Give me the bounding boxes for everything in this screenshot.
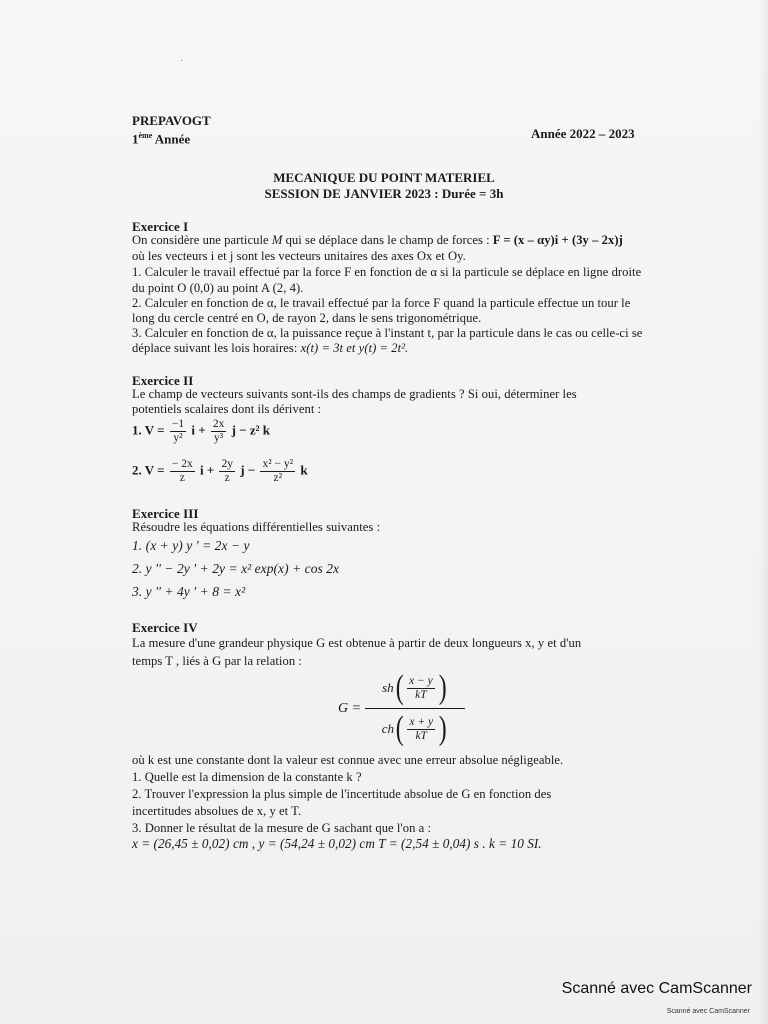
ex1-force-field: F = (x – αy)i + (3y – 2x)j [492, 233, 623, 247]
relation-main-bar [365, 708, 465, 709]
exercise-4-line-2: temps T , liés à G par la relation : [132, 654, 302, 668]
f2-frac-3 [260, 458, 295, 485]
exercise-1-line-3: 1. Calculer le travail effectué par la force F en fonction de α si la particule se déplace en ligne droite [132, 265, 642, 279]
exam-session: SESSION DE JANVIER 2023 : Durée = 3h [264, 186, 504, 201]
exercise-1-line-7: 3. Calculer en fonction de α, la puissance reçue à l'instant t, par la particule dans le cas ou celle-ci se [132, 326, 643, 340]
ex1-text-a: On considère une particule [132, 233, 272, 247]
ex3-equation-1: 1. (x + y) y ' = 2x − y [132, 538, 250, 553]
academic-year: Année 2022 – 2023 [531, 126, 635, 141]
f1-mid: i + [191, 422, 209, 438]
exercise-1-title: Exercice I [132, 219, 189, 234]
exercise-4-q3: 3. Donner le résultat de la mesure de G sachant que l'on a : [132, 821, 432, 835]
exercise-4-q2-cont: incertitudes absolues de x, y et T. [132, 804, 302, 818]
exercise-1-line-2: où les vecteurs i et j sont les vecteurs unitaires des axes Ox et Oy. [132, 249, 466, 263]
f2-num-1: − 2x [171, 458, 193, 470]
exercise-3-line-1: Résoudre les équations différentielles suivantes : [132, 520, 381, 534]
camscanner-watermark: Scanné avec CamScanner [561, 980, 752, 997]
year-level-num: 1 [132, 131, 139, 147]
f2-num-3: x² − y² [262, 458, 294, 470]
ch-arg-frac [407, 716, 435, 743]
relation-G: G = [338, 700, 362, 716]
scan-shadow [758, 0, 768, 1024]
paren-close-1: ) [438, 669, 447, 706]
f1-frac-2 [211, 418, 227, 445]
sh-arg-den: kT [415, 688, 427, 701]
ex1-l8-text: déplace suivant les lois horaires: [132, 341, 301, 355]
f1-tail: j − z² k [231, 422, 270, 438]
f2-frac-1 [170, 458, 195, 485]
sh-arg-frac [407, 675, 435, 702]
exercise-1-line-4: du point O (0,0) au point A (2, 4). [132, 281, 304, 295]
f2-frac-2 [219, 458, 235, 485]
f2-den-2: z [224, 472, 230, 484]
exercise-1-line-1 [132, 233, 623, 248]
ex1-l8-laws: x(t) = 3t et y(t) = 2t². [300, 341, 409, 355]
f2-prefix: 2. V = [132, 462, 168, 478]
ex3-equation-2: 2. y '' − 2y ' + 2y = x² exp(x) + cos 2x [132, 561, 340, 576]
f2-den-3: z² [273, 472, 283, 484]
sh-label: sh [382, 680, 394, 695]
relation-numerator [382, 670, 448, 706]
exercise-3-title: Exercice III [132, 506, 199, 521]
ex4-relation [338, 670, 465, 747]
exercise-1-line-6: long du cercle centré en O, de rayon 2, dans le sens trigonométrique. [132, 311, 482, 325]
f2-den-1: z [179, 472, 185, 484]
f2-mid: i + [199, 462, 218, 478]
exam-title: MECANIQUE DU POINT MATERIEL [273, 170, 495, 185]
header-left [132, 113, 211, 146]
f2-num-2: 2y [221, 458, 233, 470]
year-level [132, 128, 211, 146]
ex2-formula-1 [132, 418, 270, 445]
relation-denominator [382, 711, 449, 747]
ex3-equation-3: 3. y '' + 4y ' + 8 = x² [132, 584, 246, 599]
f1-den-1: y² [173, 432, 183, 444]
exercise-4-q1: 1. Quelle est la dimension de la constante k ? [132, 770, 362, 784]
relation-fraction [365, 670, 465, 747]
ch-arg-den: kT [415, 729, 427, 742]
ch-arg-num: x + y [409, 715, 434, 728]
exercise-4-line-3: où k est une constante dont la valeur est connue avec une erreur absolue négligeable. [132, 753, 564, 767]
year-level-word: Année [152, 131, 191, 147]
exercise-4-title: Exercice IV [132, 620, 198, 635]
ex1-particle: M [271, 233, 283, 247]
f1-den-2: y³ [214, 432, 224, 444]
ex2-formula-2 [132, 458, 308, 485]
scan-speck: · [180, 56, 184, 67]
f2-mid2: j − [240, 462, 259, 478]
year-level-sup: ème [138, 131, 153, 140]
paren-open-2: ( [395, 710, 404, 747]
f1-num-1: −1 [171, 418, 185, 430]
exercise-2-line-2: potentiels scalaires dont ils dérivent : [132, 402, 322, 416]
f1-prefix: 1. V = [132, 422, 168, 438]
exercise-2-line-1: Le champ de vecteurs suivants sont-ils des champs de gradients ? Si oui, déterminer les [132, 387, 577, 401]
paren-close-2: ) [438, 710, 447, 747]
ch-label: ch [381, 721, 395, 736]
exercise-4-line-1: La mesure d'une grandeur physique G est obtenue à partir de deux longueurs x, y et d'un [132, 636, 582, 650]
school-name: PREPAVOGT [132, 113, 211, 128]
f2-tail: k [300, 462, 308, 478]
exercise-1-line-5: 2. Calculer en fonction de α, le travail effectué par la force F quand la particule effectue un tour le [132, 296, 631, 310]
ex1-text-c: qui se déplace dans le champ de forces : [282, 233, 493, 247]
camscanner-watermark-small: Scanné avec CamScanner [666, 1008, 750, 1015]
exercise-4-q2: 2. Trouver l'expression la plus simple de l'incertitude absolue de G en fonction des [132, 787, 552, 801]
exercise-4-data: x = (26,45 ± 0,02) cm , y = (54,24 ± 0,02) cm T = (2,54 ± 0,04) s . k = 10 SI. [132, 836, 542, 851]
exercise-2-title: Exercice II [132, 373, 194, 388]
paren-open-1: ( [395, 669, 404, 706]
f1-num-2: 2x [212, 418, 225, 430]
f1-frac-1 [170, 418, 186, 445]
exercise-1-line-8 [132, 341, 408, 356]
sh-arg-num: x − y [408, 674, 433, 687]
